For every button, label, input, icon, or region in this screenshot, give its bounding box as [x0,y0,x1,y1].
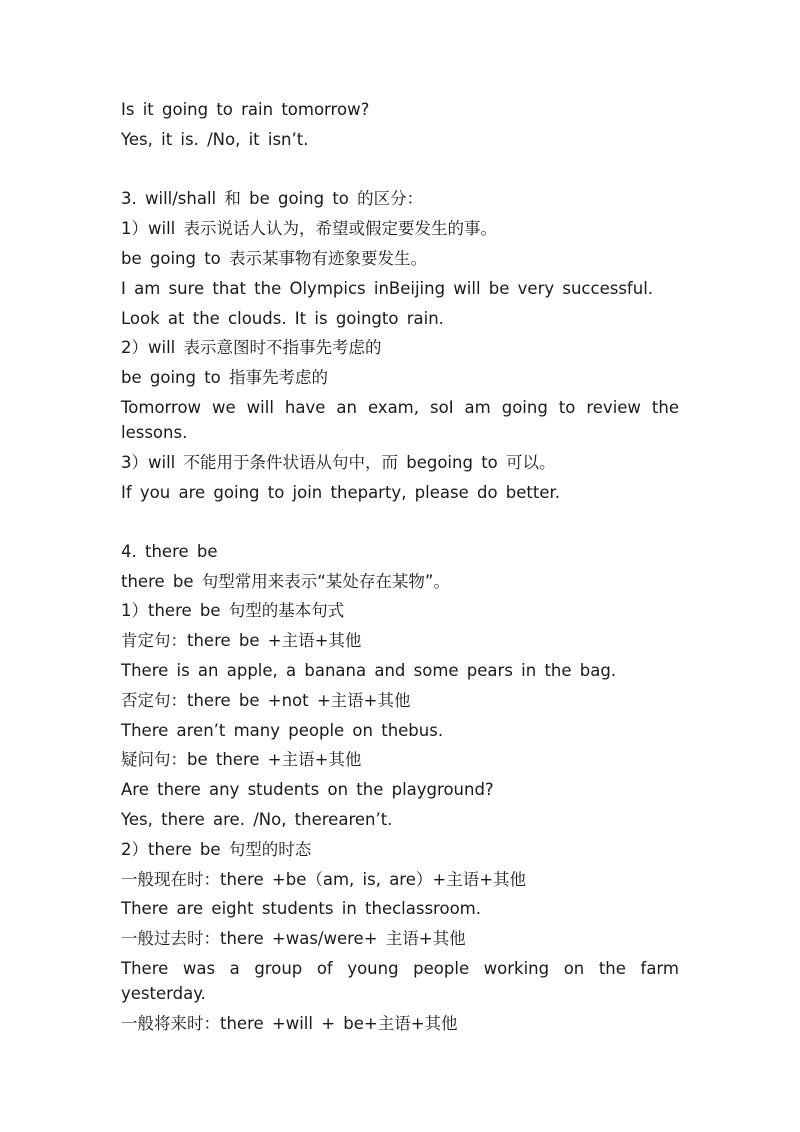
text-line: 疑问句：be there +主语+其他 [121,750,362,769]
text-line: 一般将来时：there +will + be+主语+其他 [121,1014,458,1033]
text-line: Is it going to rain tomorrow? [121,100,370,119]
section-heading: 3. will/shall 和 be going to 的区分： [121,189,424,208]
text-line: 一般现在时：there +be（am, is, are）+主语+其他 [121,870,527,889]
text-line: There are eight students in theclassroom. [121,899,481,918]
text-line: 否定句：there be +not +主语+其他 [121,691,411,710]
text-line: be going to 指事先考虑的 [121,368,329,387]
text-line: Tomorrow we will have an exam, soI am going to review the [121,398,679,417]
text-line: 3）will 不能用于条件状语从句中，而 begoing to 可以。 [121,453,556,472]
text-line: Yes, there are. /No, therearen’t. [121,810,393,829]
text-line: 2）will 表示意图时不指事先考虑的 [121,338,382,357]
text-line: Look at the clouds. It is goingto rain. [121,309,444,328]
text-line: 肯定句：there be +主语+其他 [121,631,362,650]
text-line: be going to 表示某事物有迹象要发生。 [121,249,428,268]
text-line: There is an apple, a banana and some pears in the bag. [121,661,617,680]
text-line: there be 句型常用来表示“某处存在某物”。 [121,572,450,591]
text-line: Are there any students on the playground? [121,780,494,799]
text-line: yesterday. [121,984,206,1003]
text-line: 一般过去时：there +was/were+ 主语+其他 [121,929,466,948]
text-line: 1）will 表示说话人认为，希望或假定要发生的事。 [121,219,497,238]
text-line: If you are going to join theparty, please do better. [121,483,561,502]
text-line: I am sure that the Olympics inBeijing will be very successful. [121,279,654,298]
text-line: lessons. [121,423,188,442]
text-line: There was a group of young people working on the farm [121,959,679,978]
text-line: 1）there be 句型的基本句式 [121,601,345,620]
text-line: 2）there be 句型的时态 [121,840,312,859]
text-line: There aren’t many people on thebus. [121,721,444,740]
section-heading: 4. there be [121,542,218,561]
text-line: Yes, it is. /No, it isn’t. [121,130,309,149]
